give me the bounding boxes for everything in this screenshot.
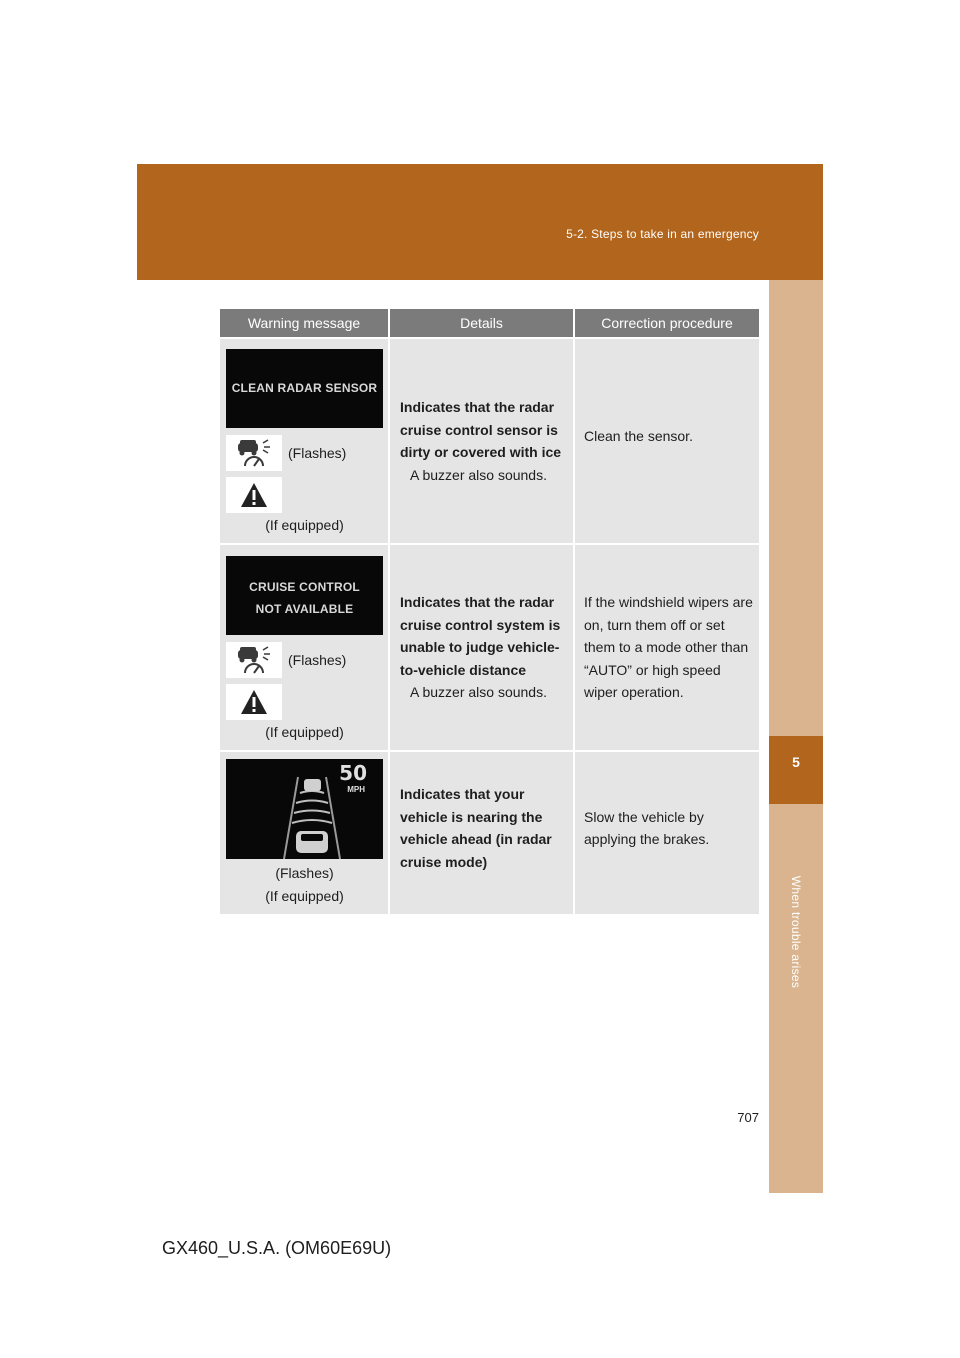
section-title: 5-2. Steps to take in an emergency	[566, 227, 759, 241]
chapter-label: When trouble arises	[789, 875, 803, 989]
buzzer-note: A buzzer also sounds.	[410, 466, 547, 483]
table-row	[220, 751, 759, 914]
flashes-label: (Flashes)	[288, 651, 347, 668]
screen-text: CRUISE CONTROL	[249, 579, 360, 594]
column-header-warning-message: Warning message	[220, 309, 389, 338]
correction-cell	[574, 338, 759, 544]
if-equipped-label: (If equipped)	[265, 887, 344, 904]
chapter-box	[769, 736, 823, 804]
table-row	[220, 544, 759, 751]
flashes-label: (Flashes)	[275, 864, 334, 881]
table-header-row	[220, 309, 759, 338]
column-header-details: Details	[389, 309, 574, 338]
correction-cell	[574, 544, 759, 751]
correction-text: Clean the sensor.	[584, 427, 693, 444]
warning-triangle-icon	[226, 477, 282, 513]
details-text: Indicates that the radar cruise control system is unable to judge vehicle-to-vehicle distance	[400, 594, 561, 678]
radar-cruise-indicator-icon	[226, 642, 282, 678]
warning-message-table	[220, 309, 759, 914]
details-cell	[389, 338, 574, 544]
warning-message-cell	[220, 751, 389, 914]
column-header-correction-procedure: Correction procedure	[574, 309, 759, 338]
speed-readout: 50	[339, 760, 367, 785]
model-code: GX460_U.S.A. (OM60E69U)	[162, 1238, 392, 1258]
correction-text: Slow the vehicle by applying the brakes.	[584, 808, 710, 847]
warning-triangle-icon	[226, 684, 282, 720]
speed-unit: MPH	[347, 784, 365, 794]
correction-cell	[574, 751, 759, 914]
table-row	[220, 338, 759, 544]
if-equipped-label: (If equipped)	[265, 517, 344, 533]
side-tab	[769, 280, 823, 1193]
warning-message-cell	[220, 544, 389, 751]
radar-cruise-indicator-icon	[226, 435, 282, 471]
vehicle-approach-display-icon	[226, 759, 383, 859]
if-equipped-label: (If equipped)	[265, 723, 344, 740]
display-screen-clean-radar-sensor	[226, 349, 383, 428]
warning-message-cell	[220, 338, 389, 544]
page-number: 707	[737, 1110, 759, 1125]
correction-text: If the windshield wipers are on, turn them off or set them to a mode other than “AUTO” or high speed wiper operation.	[584, 594, 753, 701]
chapter-number: 5	[792, 754, 800, 770]
details-text: Indicates that your vehicle is nearing the vehicle ahead (in radar cruise mode)	[400, 786, 552, 870]
details-cell	[389, 751, 574, 914]
details-text: Indicates that the radar cruise control sensor is dirty or covered with ice	[400, 399, 562, 460]
flashes-label: (Flashes)	[288, 445, 347, 461]
header-band	[137, 164, 823, 280]
buzzer-note: A buzzer also sounds.	[410, 684, 547, 701]
details-cell	[389, 544, 574, 751]
screen-text: CLEAN RADAR SENSOR	[231, 381, 378, 395]
display-screen-cruise-control-not-available	[226, 556, 383, 635]
screen-text: NOT AVAILABLE	[255, 601, 354, 616]
